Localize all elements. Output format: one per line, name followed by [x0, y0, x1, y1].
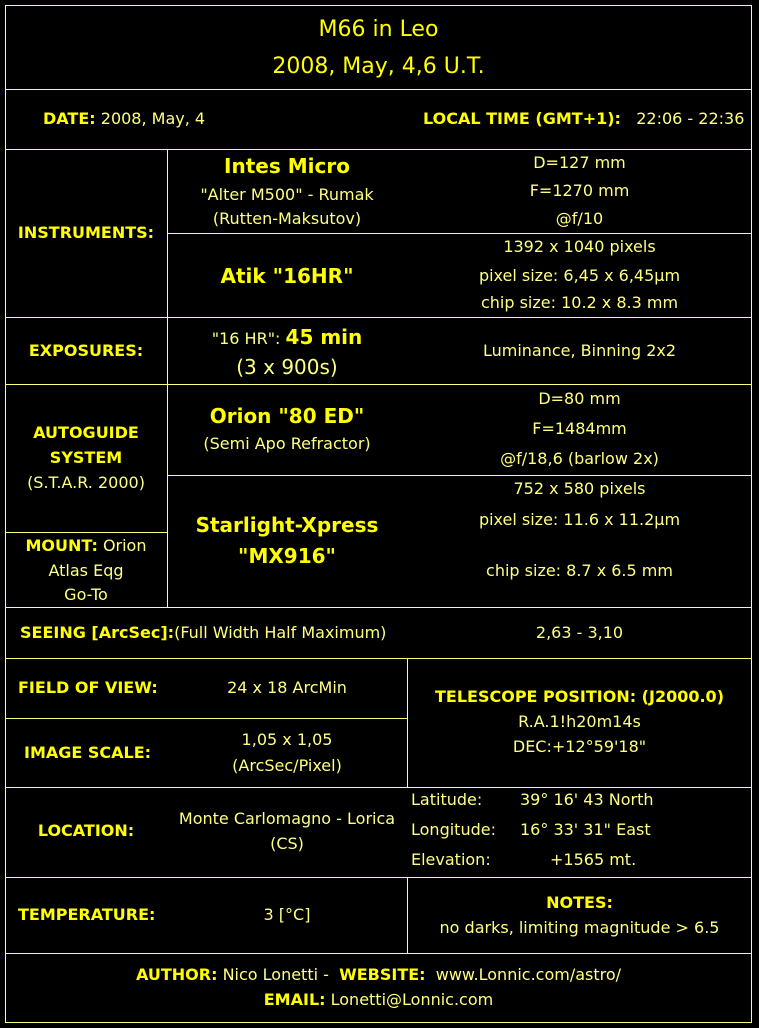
website-label: WEBSITE: — [339, 965, 426, 984]
date-field — [43, 109, 205, 129]
guide-camera-pixels: 752 x 580 pixels — [513, 479, 646, 498]
telescope-focal: F=1270 mm — [529, 181, 630, 200]
seeing-label: SEEING [ArcSec]: — [20, 623, 175, 642]
telescope-type: (Rutten-Maksutov) — [212, 209, 362, 228]
camera-pixels: 1392 x 1040 pixels — [503, 237, 656, 256]
mount-model: Atlas Eqg — [48, 561, 124, 580]
divider — [5, 658, 752, 659]
website-link[interactable]: www.Lonnic.com/astro/ — [435, 965, 622, 984]
telescope-diameter: D=127 mm — [533, 153, 626, 172]
exposure-duration: 45 min — [285, 325, 363, 349]
longitude-label: Longitude: — [411, 820, 496, 839]
scale-unit: (ArcSec/Pixel) — [232, 756, 342, 775]
exposure-total — [167, 324, 407, 350]
email-line — [5, 990, 752, 1010]
exposure-camera: "16 HR": — [211, 329, 281, 348]
position-ra: R.A.1!h20m14s — [518, 712, 641, 731]
guide-scope-name: Orion "80 ED" — [209, 404, 365, 428]
author-name: Nico Lonetti - — [222, 965, 329, 984]
autoguide-label: SYSTEM — [49, 448, 123, 467]
fov-label: FIELD OF VIEW: — [18, 678, 158, 697]
location-site: Monte Carlomagno - Lorica — [178, 809, 396, 828]
guide-camera-model: "MX916" — [238, 544, 336, 568]
divider — [5, 532, 167, 533]
divider — [5, 953, 752, 954]
guide-scope-ratio: @f/18,6 (barlow 2x) — [500, 449, 659, 468]
notes-label: NOTES: — [546, 893, 613, 912]
divider — [5, 718, 407, 719]
guide-camera-name: Starlight-Xpress — [195, 513, 379, 537]
fov-value: 24 x 18 ArcMin — [227, 678, 347, 697]
exposure-detail: (3 x 900s) — [236, 355, 338, 379]
instruments-label: INSTRUMENTS: — [17, 223, 155, 242]
guide-camera-pixel-size: pixel size: 11.6 x 11.2µm — [478, 510, 681, 529]
divider — [5, 317, 752, 318]
longitude-value: 16° 33' 31" East — [520, 820, 651, 839]
temperature-label: TEMPERATURE: — [18, 905, 156, 924]
divider — [5, 607, 752, 608]
guide-scope-type: (Semi Apo Refractor) — [203, 434, 371, 453]
scale-label: IMAGE SCALE: — [24, 743, 152, 762]
position-dec: DEC:+12°59'18" — [512, 737, 647, 756]
autoguide-label: AUTOGUIDE — [33, 423, 139, 442]
email-label: EMAIL: — [263, 990, 326, 1009]
divider — [5, 149, 752, 150]
mount-goto: Go-To — [64, 585, 108, 604]
divider — [5, 384, 752, 385]
email-link[interactable]: Lonetti@Lonnic.com — [330, 990, 494, 1009]
seeing-desc: (Full Width Half Maximum) — [174, 623, 387, 642]
camera-name: Atik "16HR" — [220, 264, 354, 288]
latitude-label: Latitude: — [411, 790, 483, 809]
author-label: AUTHOR: — [135, 965, 218, 984]
date-label: DATE: — [43, 109, 96, 128]
divider — [5, 787, 752, 788]
location-province: (CS) — [270, 834, 304, 853]
latitude-value: 39° 16' 43 North — [520, 790, 654, 809]
guide-scope-diameter: D=80 mm — [538, 389, 621, 408]
elevation-label: Elevation: — [411, 850, 491, 869]
divider — [407, 877, 408, 953]
elevation-value: +1565 mt. — [550, 850, 637, 869]
position-label: TELESCOPE POSITION: (J2000.0) — [434, 687, 724, 706]
telescope-ratio: @f/10 — [555, 209, 604, 228]
divider — [167, 475, 752, 476]
guide-scope-focal: F=1484mm — [532, 419, 627, 438]
scale-value: 1,05 x 1,05 — [241, 730, 333, 749]
telescope-model: "Alter M500" - Rumak — [200, 185, 374, 204]
notes-value: no darks, limiting magnitude > 6.5 — [439, 918, 720, 937]
local-time-label: LOCAL TIME (GMT+1): — [423, 109, 621, 128]
seeing-value: 2,63 - 3,10 — [535, 623, 624, 642]
camera-chip-size: chip size: 10.2 x 8.3 mm — [480, 293, 679, 312]
author-line — [5, 965, 752, 985]
divider — [5, 877, 752, 878]
exposure-mode: Luminance, Binning 2x2 — [482, 341, 677, 360]
divider — [5, 89, 752, 90]
mount-name: Orion — [102, 536, 147, 555]
date-value: 2008, May, 4 — [100, 109, 206, 128]
page-title: M66 in Leo — [318, 17, 439, 42]
seeing-field — [20, 623, 386, 643]
telescope-name: Intes Micro — [224, 154, 350, 178]
camera-pixel-size: pixel size: 6,45 x 6,45µm — [478, 266, 681, 285]
location-label: LOCATION: — [37, 821, 135, 840]
mount-label: MOUNT: — [25, 536, 98, 555]
exposures-label: EXPOSURES: — [28, 341, 144, 360]
autoguide-model: (S.T.A.R. 2000) — [27, 473, 145, 492]
divider — [167, 233, 752, 234]
local-time-field — [423, 109, 744, 129]
local-time-value: 22:06 - 22:36 — [636, 109, 745, 128]
temperature-value: 3 [°C] — [263, 905, 311, 924]
guide-camera-chip-size: chip size: 8.7 x 6.5 mm — [486, 561, 673, 580]
mount-field — [5, 536, 167, 556]
page-subtitle: 2008, May, 4,6 U.T. — [272, 54, 485, 79]
